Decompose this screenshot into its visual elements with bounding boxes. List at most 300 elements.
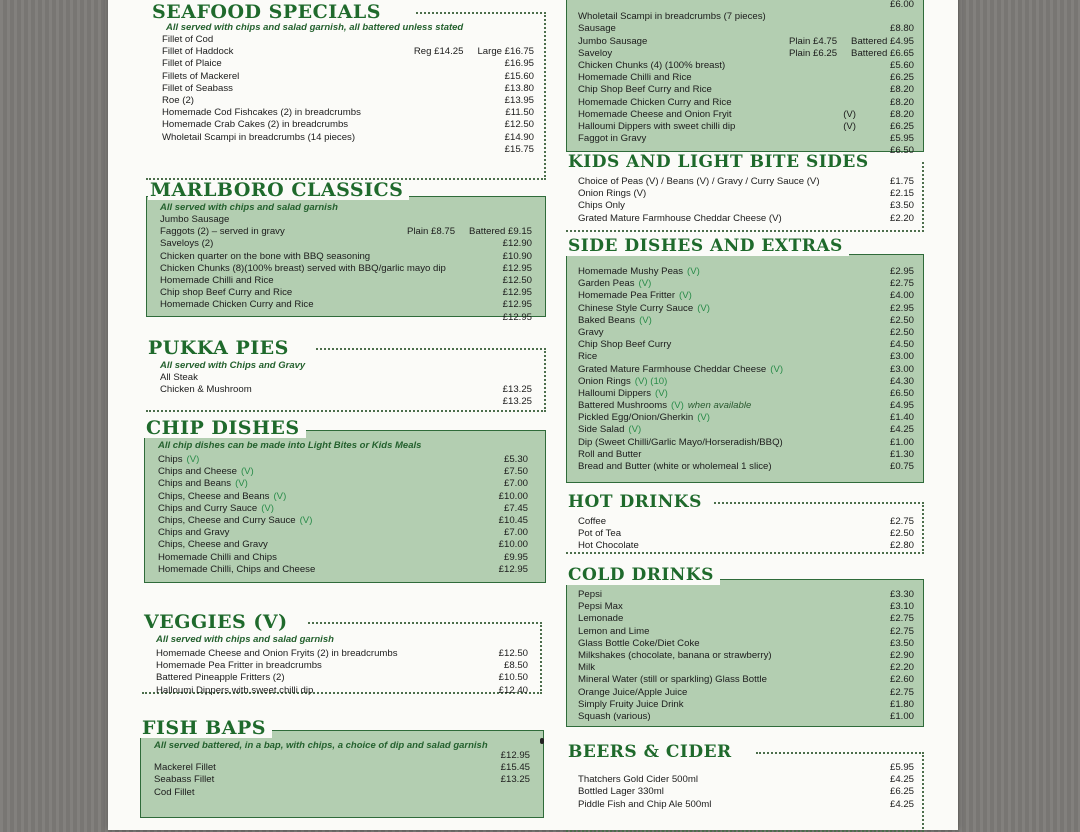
price: £10.50: [498, 672, 528, 684]
price: £5.60: [889, 59, 914, 71]
menu-item: [158, 466, 528, 478]
item-name-text: Homemade Chilli and Rice: [160, 274, 274, 286]
item-name-text: Glass Bottle Coke/Diet Coke: [578, 637, 700, 649]
menu-item-name: [162, 119, 476, 130]
vegetarian-tag: (V): [639, 314, 652, 326]
menu-item-name: [154, 762, 486, 773]
item-name-text: Grated Mature Farmhouse Cheddar Cheese (V): [578, 212, 782, 224]
availability-note: when available: [687, 400, 752, 412]
menu-item-name: [158, 503, 484, 514]
item-name-text: Roll and Butter: [578, 448, 642, 460]
menu-item: [578, 364, 914, 376]
menu-item: [578, 60, 914, 72]
menu-item: [160, 263, 532, 275]
menu-item-name: [578, 674, 870, 685]
menu-item: [578, 528, 914, 540]
price: £2.75: [889, 278, 914, 290]
price: £6.00: [889, 0, 914, 10]
menu-item-name: [578, 516, 870, 527]
item-name-text: Homemade Crab Cakes (2) in breadcrumbs: [162, 119, 349, 131]
item-name-text: Gravy: [578, 326, 604, 338]
item-name-text: Chips: [158, 454, 183, 465]
item-name-text: Chicken quarter on the bone with BBQ seasoning: [160, 250, 371, 262]
side-dishes-section: [566, 236, 924, 483]
price: £2.20: [889, 212, 914, 224]
price: £1.75: [889, 176, 914, 187]
item-name-text: Homemade Chilli and Rice: [578, 72, 692, 84]
item-name-text: Fillet of Cod: [162, 34, 214, 45]
item-name-text: Halloumi Dippers: [578, 387, 652, 399]
menu-item: [578, 0, 914, 11]
section-subtitle: All served battered, in a bap, with chips, a choice of dip and salad garnish: [154, 740, 488, 751]
menu-item: [578, 23, 914, 35]
price: £2.80: [889, 540, 914, 552]
price: £6.25: [889, 786, 914, 798]
menu-item: [578, 290, 914, 302]
menu-item: [578, 188, 914, 200]
item-name-text: Fillet of Haddock: [162, 46, 234, 58]
menu-item-name: [158, 478, 484, 489]
vegetarian-tag: (V): [186, 454, 200, 465]
item-name-text: Homemade Pea Fritter in breadcrumbs: [156, 660, 322, 672]
cold-drinks-section: [566, 565, 924, 727]
item-name-text: Halloumi Dippers with sweet chilli dip: [578, 120, 736, 132]
menu-item: [162, 119, 534, 131]
vegetarian-tag: (V): [655, 387, 668, 399]
section-title: HOT DRINKS: [566, 492, 708, 512]
menu-item-name: [578, 364, 870, 375]
menu-item-name: [158, 454, 484, 465]
menu-item: [578, 315, 914, 327]
price-variant: (V): [843, 108, 856, 120]
section-title: BEERS & CIDER: [566, 742, 738, 762]
seafood-specials-section: [146, 2, 546, 180]
menu-item: [578, 449, 914, 461]
price: £4.25: [889, 424, 914, 436]
menu-item-name: [160, 251, 474, 262]
menu-item-name: [578, 84, 856, 95]
veggies-section: [142, 612, 542, 694]
section-title: MARLBORO CLASSICS: [148, 180, 409, 200]
menu-item: [158, 478, 528, 490]
menu-item-name: [578, 315, 870, 326]
menu-item: [162, 71, 534, 83]
menu-item: [578, 266, 914, 278]
item-name-text: Dip (Sweet Chilli/Garlic Mayo/Horseradish/BBQ): [578, 436, 783, 448]
menu-item: [160, 287, 532, 299]
menu-item: [160, 214, 532, 226]
item-name-text: Saveloy: [578, 47, 613, 59]
price: Battered £6.65: [851, 47, 914, 59]
menu-item: [154, 774, 530, 786]
item-name-text: Jumbo Sausage: [160, 214, 230, 225]
menu-item: [160, 384, 532, 396]
menu-item-name: [160, 299, 474, 310]
menu-item-name: [578, 339, 870, 350]
menu-item: [578, 72, 914, 84]
price: £10.00: [498, 490, 528, 502]
item-name-text: Homemade Cheese and Onion Fryits (2) in breadcrumbs: [156, 648, 398, 659]
vegetarian-tag: (V): [628, 424, 642, 436]
vegetarian-tag: (V): [697, 412, 710, 424]
price: £2.60: [889, 674, 914, 686]
menu-item: [578, 601, 914, 613]
price: £1.00: [889, 710, 914, 722]
menu-item: [578, 774, 914, 786]
vegetarian-tag: (V): [687, 266, 700, 277]
menu-item: [578, 540, 914, 552]
menu-item-name: [578, 638, 870, 649]
item-name-text: Homemade Chicken Curry and Rice: [160, 299, 314, 311]
vegetarian-tag: (V): [679, 290, 692, 302]
price: £15.45: [500, 762, 530, 774]
price: £2.50: [889, 326, 914, 338]
vegetarian-tag: (V): [240, 466, 254, 478]
item-name-text: Seabass Fillet: [154, 774, 215, 786]
item-name-text: Chinese Style Curry Sauce: [578, 302, 694, 314]
menu-item-name: [578, 266, 870, 277]
section-subtitle: All served with chips and salad garnish, all battered unless stated: [166, 22, 464, 33]
menu-item-name: [154, 774, 486, 785]
item-name-text: Homemade Chicken Curry and Rice: [578, 96, 732, 108]
price: £7.45: [503, 502, 528, 514]
price: £7.00: [503, 478, 528, 490]
price: £4.95: [889, 400, 914, 412]
menu-item-name: [578, 213, 870, 224]
price: £7.00: [503, 527, 528, 539]
menu-item: [158, 552, 528, 564]
menu-item: [160, 372, 532, 384]
menu-item: [578, 213, 914, 225]
menu-item-name: [156, 648, 484, 659]
price: £13.25: [500, 774, 530, 786]
price-variant: (V): [843, 120, 856, 132]
menu-item-name: [578, 528, 870, 539]
menu-item-name: [578, 23, 856, 34]
price: £12.90: [502, 238, 532, 250]
menu-item: [578, 613, 914, 625]
menu-item-name: [578, 278, 870, 289]
price-variant: Reg £14.25: [413, 46, 464, 58]
menu-item-name: [578, 437, 870, 448]
menu-item: [578, 133, 914, 145]
item-name-text: Orange Juice/Apple Juice: [578, 686, 688, 698]
section-title: COLD DRINKS: [566, 565, 720, 585]
price: £12.50: [504, 119, 534, 131]
menu-item: [160, 299, 532, 311]
menu-item: [578, 303, 914, 315]
menu-item: [154, 762, 530, 774]
price: £12.50: [498, 648, 528, 659]
vegetarian-tag: (V): [235, 478, 248, 490]
price: £12.95: [502, 311, 532, 323]
price: £4.50: [889, 339, 914, 351]
menu-item-name: [578, 11, 856, 22]
price: £9.95: [503, 551, 528, 563]
item-name-text: Homemade Cheese and Onion Fryit: [578, 108, 732, 120]
price: £6.25: [889, 120, 914, 132]
item-name-text: Roe (2): [162, 94, 194, 106]
price: £8.80: [889, 23, 914, 35]
item-name-text: Chicken & Mushroom: [160, 384, 252, 396]
price: £2.95: [889, 266, 914, 277]
item-name-text: Saveloys (2): [160, 238, 214, 250]
item-name-text: Battered Mushrooms: [578, 400, 668, 412]
price: £14.90: [504, 131, 534, 143]
price: £8.50: [503, 660, 528, 672]
menu-item-name: [578, 48, 789, 59]
menu-item-name: [578, 376, 870, 387]
price: £13.95: [504, 94, 534, 106]
menu-item: [578, 11, 914, 23]
price: £2.50: [889, 314, 914, 326]
section-title: FISH BAPS: [140, 718, 272, 738]
menu-item-name: [158, 552, 484, 563]
menu-item-name: [160, 287, 474, 298]
price: £13.80: [504, 82, 534, 94]
menu-item: [162, 34, 534, 46]
menu-item: [578, 762, 914, 774]
menu-item: [578, 351, 914, 363]
price: £6.50: [889, 387, 914, 399]
vegetarian-tag: (V): [671, 400, 684, 412]
menu-item-name: [156, 672, 484, 683]
price: Battered £9.15: [469, 226, 532, 238]
menu-item: [158, 503, 528, 515]
menu-item: [160, 251, 532, 263]
menu-item: [162, 107, 534, 119]
menu-item: [578, 176, 914, 188]
item-name-text: Battered Pineapple Fritters (2): [156, 672, 285, 684]
price: £5.30: [503, 454, 528, 465]
menu-item-name: [578, 400, 870, 411]
menu-item-name: [158, 491, 484, 502]
menu-item-name: [162, 83, 476, 94]
price: £10.45: [498, 514, 528, 526]
beers-cider-section: [566, 742, 924, 832]
menu-item-name: [156, 685, 484, 696]
item-name-text: Bottled Lager 330ml: [578, 786, 664, 798]
menu-item-name: [578, 687, 870, 698]
menu-item-name: [158, 539, 484, 550]
menu-item-name: [162, 58, 476, 69]
item-name-text: Onion Rings (V): [578, 188, 647, 200]
section-subtitle: All served with Chips and Gravy: [160, 360, 306, 371]
price: £6.25: [889, 72, 914, 84]
menu-item: [158, 454, 528, 466]
menu-item: [158, 515, 528, 527]
menu-item: [578, 109, 914, 121]
item-name-text: Mackerel Fillet: [154, 762, 216, 774]
marlboro-classics-section: [146, 179, 546, 323]
pukka-pies-section: [146, 338, 546, 412]
price: Battered £4.95: [851, 35, 914, 47]
item-name-text: Side Salad: [578, 424, 625, 436]
menu-item-name: [578, 786, 870, 797]
menu-item: [578, 36, 914, 48]
price: £13.25: [502, 396, 532, 408]
menu-item: [578, 327, 914, 339]
menu-item-name: [160, 263, 474, 274]
light-bites-continued-section: [566, 0, 924, 157]
price: £3.30: [889, 589, 914, 600]
menu-item-name: [578, 412, 870, 423]
section-subtitle: All served with chips and salad garnish: [160, 202, 338, 213]
price: £1.80: [889, 698, 914, 710]
menu-item-name: [158, 527, 484, 538]
price: £2.95: [889, 302, 914, 314]
menu-item-name: [162, 71, 476, 82]
menu-item: [156, 685, 528, 697]
menu-item-name: [162, 34, 476, 45]
item-name-text: Chips, Cheese and Curry Sauce: [158, 514, 296, 526]
price: £4.30: [889, 375, 914, 387]
item-name-text: Chips, Cheese and Gravy: [158, 539, 268, 551]
item-name-text: Pot of Tea: [578, 528, 622, 540]
menu-item-name: [578, 97, 856, 108]
menu-item-name: [578, 662, 870, 673]
item-name-text: Mineral Water (still or sparkling) Glass Bottle: [578, 674, 767, 686]
menu-item: [578, 638, 914, 650]
menu-item: [160, 226, 532, 238]
price: £12.50: [502, 274, 532, 286]
price: £2.50: [889, 528, 914, 540]
price: £11.50: [505, 107, 534, 119]
price: £1.30: [889, 448, 914, 460]
item-name-text: Pepsi Max: [578, 601, 623, 613]
item-name-text: Milkshakes (chocolate, banana or strawberry): [578, 649, 772, 661]
price: £10.00: [498, 539, 528, 551]
vegetarian-tag: (V): [770, 363, 784, 375]
price: £1.40: [889, 412, 914, 424]
price: £12.95: [498, 563, 528, 575]
menu-item-name: [578, 36, 789, 47]
menu-item-name: [578, 540, 870, 551]
menu-item-name: [578, 650, 870, 661]
menu-item-name: [160, 214, 474, 225]
menu-item-name: [578, 327, 870, 338]
item-name-text: Chips and Curry Sauce: [158, 502, 258, 514]
menu-item: [578, 711, 914, 723]
item-name-text: Chips and Cheese: [158, 466, 237, 478]
menu-item-name: [578, 133, 856, 144]
item-name-text: Garden Peas: [578, 278, 635, 290]
item-name-text: Halloumi Dippers with sweet chilli dip: [156, 684, 314, 696]
price: £12.95: [500, 750, 530, 761]
section-subtitle: All served with chips and salad garnish: [156, 634, 334, 645]
section-title: SIDE DISHES AND EXTRAS: [566, 236, 849, 256]
menu-item-name: [578, 461, 870, 472]
menu-item: [578, 589, 914, 601]
price: £12.95: [502, 287, 532, 299]
item-name-text: Sausage: [578, 23, 616, 35]
item-name-text: Lemon and Lime: [578, 625, 650, 637]
menu-item-name: [578, 351, 870, 362]
item-name-text: Grated Mature Farmhouse Cheddar Cheese: [578, 363, 767, 375]
menu-item: [578, 786, 914, 798]
item-name-text: Milk: [578, 662, 596, 674]
item-name-text: Cod Fillet: [154, 786, 195, 798]
menu-item: [578, 461, 914, 473]
section-title: PUKKA PIES: [146, 338, 295, 358]
item-name-text: Choice of Peas (V) / Beans (V) / Gravy / Curry Sauce (V): [578, 176, 820, 187]
price: £0.75: [889, 461, 914, 472]
price: £3.50: [889, 637, 914, 649]
menu-item: [578, 48, 914, 60]
section-title: KIDS AND LIGHT BITE SIDES: [566, 152, 875, 172]
menu-item: [158, 539, 528, 551]
menu-item: [158, 491, 528, 503]
menu-item: [162, 144, 534, 156]
menu-item: [578, 412, 914, 424]
menu-item: [578, 699, 914, 711]
menu-item-name: [578, 303, 870, 314]
menu-item-name: [162, 95, 476, 106]
vegetarian-tag: (V): [697, 302, 710, 314]
price-variant: Plain £6.25: [789, 47, 838, 59]
fish-baps-section: [140, 718, 544, 818]
section-subtitle: All chip dishes can be made into Light Bites or Kids Meals: [158, 440, 422, 451]
menu-item-name: [162, 132, 476, 143]
price: £3.00: [889, 351, 914, 363]
menu-item-name: [578, 711, 870, 722]
menu-item: [162, 83, 534, 95]
item-name-text: Pickled Egg/Onion/Gherkin: [578, 412, 694, 424]
menu-item: [160, 238, 532, 250]
item-name-text: Fillet of Seabass: [162, 82, 233, 94]
item-name-text: Squash (various): [578, 710, 651, 722]
menu-item: [162, 95, 534, 107]
section-title: VEGGIES (V): [142, 612, 294, 632]
price: £2.75: [889, 625, 914, 637]
menu-item: [162, 58, 534, 70]
item-name-text: Lemonade: [578, 613, 624, 625]
item-name-text: Baked Beans: [578, 314, 636, 326]
menu-item: [578, 687, 914, 699]
menu-item-name: [578, 109, 843, 120]
item-name-text: Rice: [578, 351, 598, 363]
item-name-text: Thatchers Gold Cider 500ml: [578, 774, 698, 786]
menu-item-name: [578, 424, 870, 435]
menu-item: [162, 46, 534, 58]
item-name-text: Fillet of Plaice: [162, 58, 222, 70]
menu-item: [578, 339, 914, 351]
menu-item: [578, 84, 914, 96]
price: £3.00: [889, 363, 914, 375]
price: £12.95: [502, 262, 532, 274]
menu-item: [578, 516, 914, 528]
menu-item: [156, 660, 528, 672]
item-name-text: Jumbo Sausage: [578, 35, 648, 47]
price: £4.00: [889, 290, 914, 302]
price: £2.20: [889, 662, 914, 674]
price: £12.40: [498, 684, 528, 696]
menu-item: [578, 674, 914, 686]
price: £2.75: [889, 613, 914, 625]
item-name-text: Faggots (2) – served in gravy: [160, 226, 285, 238]
menu-item-name: [158, 466, 484, 477]
menu-item-name: [578, 699, 870, 710]
menu-item: [158, 564, 528, 576]
price: £1.00: [889, 436, 914, 448]
vegetarian-tag: (V): [261, 502, 274, 514]
price: £12.95: [502, 299, 532, 311]
menu-item-name: [158, 515, 484, 526]
menu-item: [156, 672, 528, 684]
item-name-text: Pepsi: [578, 589, 602, 600]
menu-item-name: [578, 626, 870, 637]
menu-item-name: [578, 388, 870, 399]
